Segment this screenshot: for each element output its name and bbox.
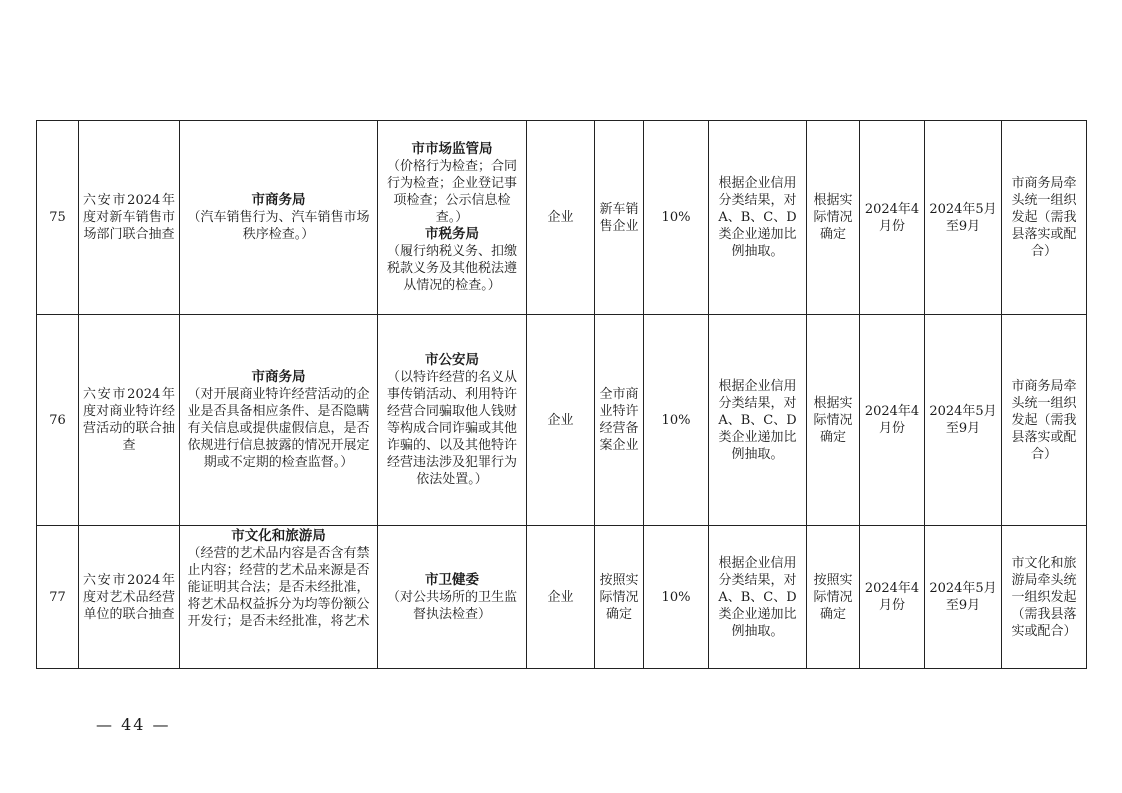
row-number: 76 [37, 315, 79, 526]
cooperating-department: 市卫健委 [425, 571, 479, 588]
sampling-ratio: 10% [644, 121, 709, 315]
sampling-count: 根据实际情况确定 [807, 121, 860, 315]
sampling-ratio: 10% [644, 315, 709, 526]
sampling-method: 根据企业信用分类结果，对A、B、C、D类企业递加比例抽取。 [709, 526, 807, 669]
cooperating-department-cell [378, 315, 527, 526]
lead-department-cell [180, 315, 378, 526]
completion-period: 2024年5月至9月 [925, 121, 1002, 315]
page-number: — 44 — [96, 715, 171, 734]
cooperating-department: 市公安局 [425, 352, 479, 368]
lead-department-cell [180, 121, 378, 315]
cooperating-department: 市市场监管局 [411, 141, 493, 157]
start-time: 2024年4月份 [860, 526, 925, 669]
task-name: 六安市2024年度对艺术品经营单位的联合抽查 [79, 526, 180, 669]
cooperating-department-cell [378, 121, 527, 315]
inspection-scope: 按照实际情况确定 [595, 526, 644, 669]
cooperating-department-cell [378, 526, 527, 669]
start-time: 2024年4月份 [860, 315, 925, 526]
inspection-table [36, 120, 1087, 669]
remark: 市商务局牵头统一组织发起（需我县落实或配合） [1002, 315, 1087, 526]
table-row [37, 526, 1087, 669]
inspection-object-type: 企业 [527, 315, 595, 526]
lead-department: 市商务局 [251, 369, 306, 385]
cooperating-department-duties: （以特许经营的名义从事传销活动、利用特许经营合同骗取他人钱财等构成合同诈骗或其他诈骗的、以及其他特许经营违法涉及犯罪行为依法处置。） [386, 370, 517, 487]
table-row [37, 315, 1087, 526]
sampling-count: 按照实际情况确定 [807, 526, 860, 669]
row-number: 75 [37, 121, 79, 315]
cooperating-department-duties: （价格行为检查；合同行为检查；企业登记事项检查；公示信息检查。） [386, 159, 517, 225]
lead-department: 市商务局 [251, 192, 306, 208]
sampling-count: 根据实际情况确定 [807, 315, 860, 526]
inspection-object-type: 企业 [527, 526, 595, 669]
cooperating-department-duties: （履行纳税义务、扣缴税款义务及其他税法遵从情况的检查。） [386, 244, 517, 293]
table-row [37, 121, 1087, 315]
sampling-ratio: 10% [644, 526, 709, 669]
lead-department-duties: （对开展商业特许经营活动的企业是否具备相应条件、是否隐瞒有关信息或提供虚假信息，是否依规进行信息披露的情况开展定期或不定期的检查监督。） [187, 387, 370, 470]
remark: 市文化和旅游局牵头统一组织发起（需我县落实或配合） [1002, 526, 1087, 669]
cooperating-department: 市税务局 [425, 226, 479, 242]
row-number: 77 [37, 526, 79, 669]
inspection-scope: 全市商业特许经营备案企业 [595, 315, 644, 526]
cooperating-department-duties: （对公共场所的卫生监督执法检查） [386, 589, 517, 622]
lead-department-duties: （汽车销售行为、汽车销售市场秩序检查。） [187, 210, 370, 242]
start-time: 2024年4月份 [860, 121, 925, 315]
task-name: 六安市2024年度对商业特许经营活动的联合抽查 [79, 315, 180, 526]
sampling-method: 根据企业信用分类结果，对A、B、C、D类企业递加比例抽取。 [709, 315, 807, 526]
completion-period: 2024年5月至9月 [925, 526, 1002, 669]
lead-department-duties: （经营的艺术品内容是否含有禁止内容；经营的艺术品来源是否能证明其合法；是否未经批准，将艺术品权益拆分为均等份额公开发行；是否未经批准，将艺术 [187, 546, 370, 629]
inspection-scope: 新车销售企业 [595, 121, 644, 315]
remark: 市商务局牵头统一组织发起（需我县落实或配合） [1002, 121, 1087, 315]
sampling-method: 根据企业信用分类结果，对A、B、C、D类企业递加比例抽取。 [709, 121, 807, 315]
task-name: 六安市2024年度对新车销售市场部门联合抽查 [79, 121, 180, 315]
inspection-object-type: 企业 [527, 121, 595, 315]
lead-department: 市文化和旅游局 [231, 528, 326, 544]
completion-period: 2024年5月至9月 [925, 315, 1002, 526]
lead-department-cell [180, 526, 378, 669]
